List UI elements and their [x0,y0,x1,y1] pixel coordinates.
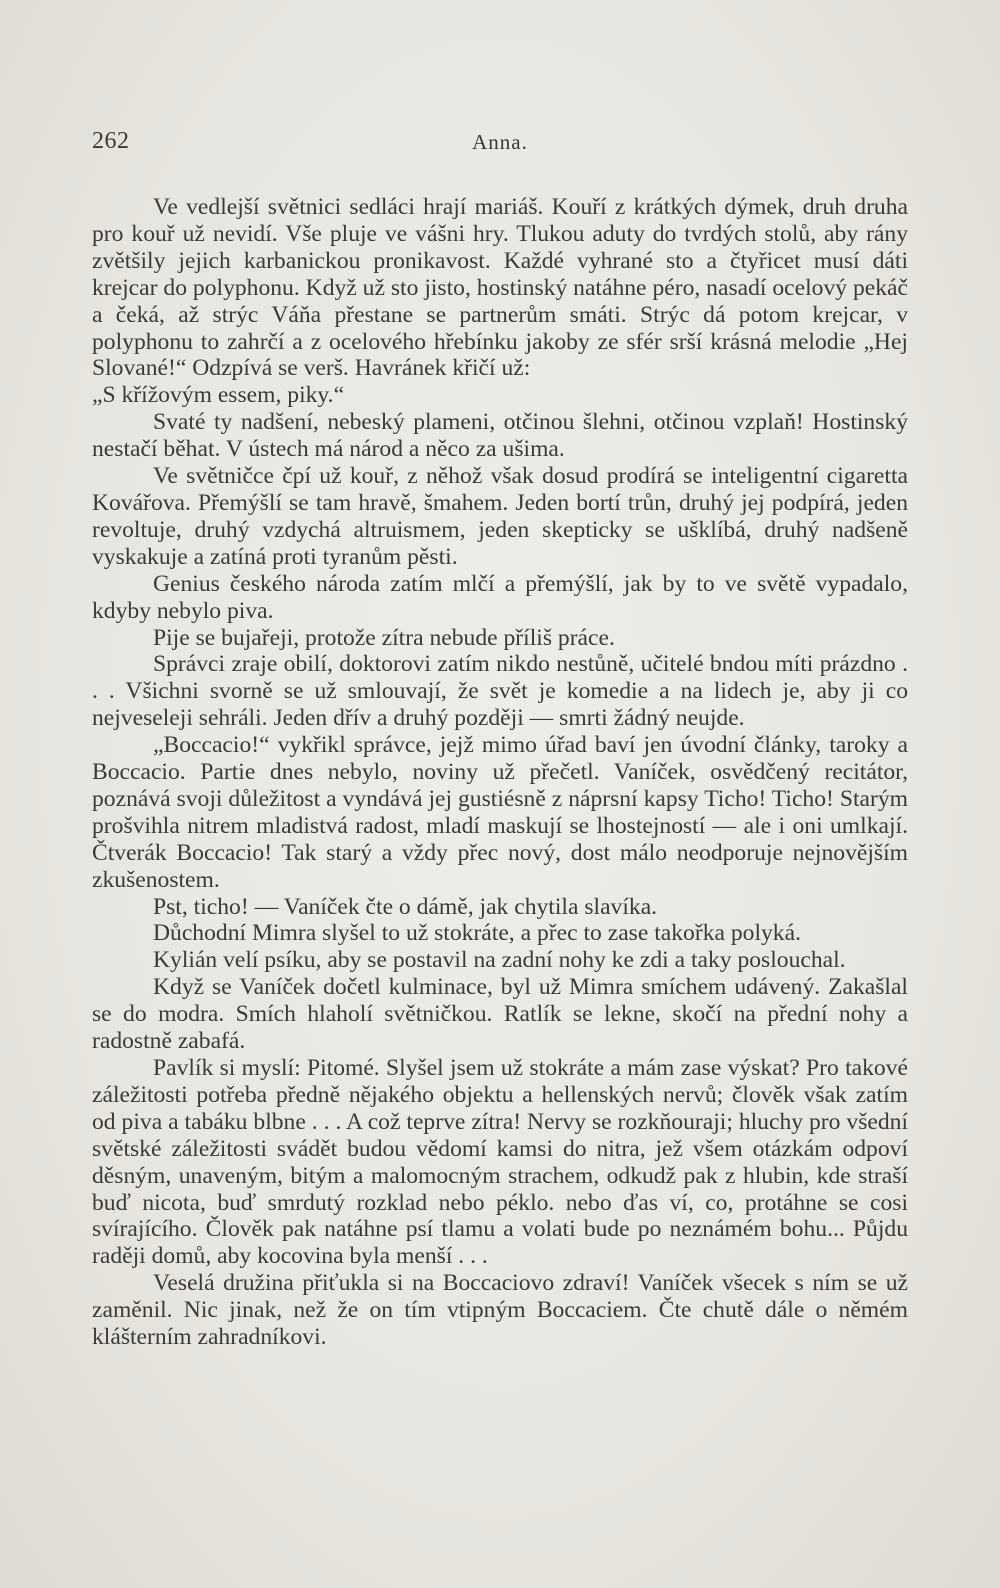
paragraph: Veselá družina přiťukla si na Boccaciovo zdraví! Vaníček všecek s ním se už zaměnil. Nic jinak, než že on tím vtipným Boccaciem. Čte chutě dále o němém klášterním zahradníkovi. [92,1270,908,1351]
page-header [92,128,908,158]
paragraph: „Boccacio!“ vykřikl správce, jejž mimo úřad baví jen úvodní články, taroky a Boccacio. Partie dnes nebylo, noviny už přečetl. Vaníček, osvědčený recitátor, poznává svoji důležitost a vyndává jej gustiésně z náprsní kapsy Ticho! Ticho! Starým prošvihla nitrem mladistvá radost, mladí maskují se lhostejností — ale i oni umlkají. Čtverák Boccacio! Tak starý a vždy přec nový, dost málo neodporuje nejnovějším zkušenostem. [92,732,908,893]
paragraph: Svaté ty nadšení, nebeský plameni, otčinou šlehni, otčinou vzplaň! Hostinský nestačí běhat. V ústech má národ a něco za ušima. [92,409,908,463]
paragraph: Důchodní Mimra slyšel to už stokráte, a přec to zase takořka polyká. [153,920,801,947]
paragraph: Pst, ticho! — Vaníček čte o dámě, jak chytila slavíka. [153,893,658,920]
paragraph: Pije se bujařeji, protože zítra nebude příliš práce. [153,624,615,651]
paragraph: Ve světničce čpí už kouř, z něhož však dosud prodírá se inteligentní cigaretta Kovářova. Přemýšlí se tam hravě, šmahem. Jeden bortí trůn, druhý jej podpírá, jeden revoltuje, druhý vzdychá altruismem, jeden skepticky se ušklíbá, druhý nadšeně vyskakuje a zatíná proti tyranům pěsti. [92,463,908,570]
body-text [92,194,908,1351]
running-title: Anna. [472,130,528,154]
paragraph: Když se Vaníček dočetl kulminace, byl už Mimra smíchem udávený. Zakašlal se do modra. Smích hlaholí světničkou. Ratlík se lekne, skočí na přední nohy a radostně zabafá. [92,974,908,1055]
paragraph: „S křížovým essem, piky.“ [92,382,345,409]
paragraph: Ve vedlejší světnici sedláci hrají mariáš. Kouří z krátkých dýmek, druh druha pro kouř už nevidí. Vše pluje ve vášni hry. Tlukou aduty do tvrdých stolů, aby rány zvětšily jejich karbanickou pronikavost. Každé vyhrané sto a čtyřicet musí dáti krejcar do polyphonu. Když už sto jisto, hostinský natáhne péro, nasadí ocelový pekáč a čeká, až strýc Váňa přestane se partnerům smáti. Strýc dá potom krejcar, v polyphonu to zahrčí a z ocelového hřebínku jakoby ze sfér srší krásná melodie „Hej Slované!“ Odzpívá se verš. Havránek křičí už: [92,194,908,382]
page-number: 262 [92,128,130,154]
paragraph: Kylián velí psíku, aby se postavil na zadní nohy ke zdi a taky poslouchal. [153,947,846,974]
paragraph: Genius českého národa zatím mlčí a přemýšlí, jak by to ve světě vypadalo, kdyby nebylo piva. [92,570,908,624]
paragraph: Správci zraje obilí, doktorovi zatím nikdo nestůně, učitelé bndou míti prázdno . . . Všichni svorně se už smlouvají, že svět je komedie a na lidech je, aby ji co nejveseleji sehráli. Jeden dřív a druhý později — smrti žádný neujde. [92,651,908,732]
paragraph: Pavlík si myslí: Pitomé. Slyšel jsem už stokráte a mám zase výskat? Pro takové záležitosti potřeba předně nějakého objektu a hellenských nervů; člověk však zatím od piva a tabáku blbne . . . A což teprve zítra! Nervy se rozkňouraji; hluchy pro všední světské záležitosti svádět budou vědomí kamsi do nitra, jež všem otázkám odpoví děsným, unaveným, bitým a malomocným strachem, odkudž pak z hlubin, kde straší buď nicota, buď smrdutý rozklad nebo péklo. nebo ďas ví, co, protáhne se cosi svírajícího. Člověk pak natáhne psí tlamu a volati bude po neznámém bohu... Půjdu raději domů, aby kocovina byla menší . . . [92,1055,908,1270]
